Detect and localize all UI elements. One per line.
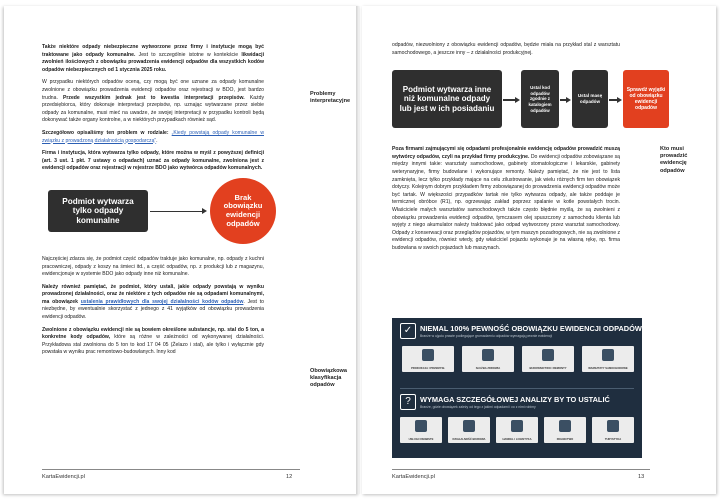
diagram-circle-brak-obowiazku (210, 178, 276, 244)
industry-icon (602, 349, 614, 361)
flow-arrow-head (515, 97, 520, 103)
paragraph (42, 327, 264, 357)
infographic-card-label: SŁUŻBA ZDROWIA (475, 367, 501, 370)
diagram-arrow (150, 211, 204, 212)
flow-arrow-head (566, 97, 571, 103)
right-page (362, 6, 716, 494)
side-label-problemy: Problemy interpretacyjne (310, 91, 351, 105)
paragraph (42, 130, 264, 145)
infographic-card (522, 346, 574, 372)
infographic-card-label: PRODUKCJA I PRZEMYSŁ (411, 367, 445, 370)
text-run: Jest to szczególnie istotne w kontekście (135, 51, 242, 58)
text-run: Każdy przedsiębiorca, który dokonuje interpretacji przepisów, np. uznając wytwarzane przez siebie odpady za komunalne, musi mieć na uwadze, że swojej interpretacji w przypadku kontroli będą dokonywać także organy kontrolne, a w niektórych przypadkach również sąd. (42, 94, 264, 124)
infographic-subtitle-1: Branże w ujęciu prawie podlegające gromadzeniu odpadów wymagają pewnie ewidencji (420, 334, 553, 338)
inline-link[interactable]: „Kiedy powstają odpady komunalne w związku z prowadzoną działalnością gospodarczą” (42, 129, 264, 144)
left-text-column (42, 44, 264, 362)
paragraph (42, 150, 264, 173)
flow-box-label: Podmiot wytwarza inne niż komunalne odpady lub jest w ich posiadaniu (399, 84, 495, 113)
infographic-card (592, 417, 634, 443)
infographic-card (448, 417, 490, 443)
paragraph (42, 284, 264, 322)
paragraph (42, 79, 264, 125)
paragraph (42, 256, 264, 279)
industry-icon (542, 349, 554, 361)
infographic-title-2: WYMAGA SZCZEGÓŁOWEJ ANALIZY BY TO USTALIĆ (420, 395, 610, 404)
text-run: Do ewidencji odpadów zobowiązane są między innymi takie: warsztaty samochodowe, gabinety stomatologiczne i lekarskie, gabinety weterynaryjne, firmy budowlane i wykonujące remonty. Należy pamiętać, że nie jest to lista zamknięta, lecz tylko przykłady mające na celu zilustrowanie, jak wielu różnych firm ten obowiązek dotyczy. Kolejnym dobrym przykładem firmy zobowiązanej do prowadzenia ewidencji odpadów może być tartak. W większości przypadków tartak nie tylko wytwarza odpady, ale także poddaje je termicznej obróbce (R1), np. ogrzewając zakład poprzez spalanie w kotle powstałych trocin. Właściciele małych warsztatów samochodowych także często błędnie myślą, że są zwolnieni z obowiązku prowadzenia ewidencji odpadów, tymczasem olej spuszczony z samochodu klienta lub wyjęty z niego akumulator należy traktować jako odpad wytworzony przez warsztat samochodowy. Odpady z konserwacji oraz przeglądów pojazdów, w tym maszyn pozadrogowych, nie są zwolnione z ewidencji odpadów, również wtedy, gdy właściciel pojazdu wykonuje je na własną rękę, np. firma budowlana w swoich pojazdach lub maszynach. (392, 153, 620, 251)
infographic-card-label: USŁUGI OSOBISTE (408, 438, 434, 441)
infographic-card (400, 417, 442, 443)
text-run: likwidacji zwolnień ilościowych z obowiązku prowadzenia ewidencji odpadów dla wszystkich kodów odpadów niebezpiecznych od 1 stycznia 2025 roku. (42, 51, 264, 73)
industry-icon (415, 420, 427, 432)
side-label-obowiazkowa: Obowiązkowa klasyfikacja odpadów (310, 368, 347, 389)
flow-diagram (392, 62, 666, 138)
infographic-title-1: NIEMAL 100% PEWNOŚĆ OBOWIĄZKU EWIDENCJI ODPADÓW (420, 324, 642, 333)
inline-link[interactable]: ustalenia prawidłowych dla swojej działalności kodów odpadów (80, 298, 244, 305)
industry-icon (463, 420, 475, 432)
infographic-card (496, 417, 538, 443)
diagram-box-label: Podmiot wytwarza tylko odpady komunalne (62, 196, 134, 225)
infographic-card (402, 346, 454, 372)
page-number: 12 (286, 474, 293, 480)
text-run: Szczegółowo opisaliśmy ten problem w rodziale: (42, 129, 172, 136)
infographic-card-label: ROLNICTWO (556, 438, 574, 441)
flow-box-kod (521, 70, 559, 128)
flow-box-wyjatki (623, 70, 669, 128)
text-run: . (156, 137, 158, 144)
text-run: Zwolnione z obowiązku ewidencji nie są bowiem określone substancje, np. stal do 5 ton, a konkretne kody odpadów, (42, 326, 264, 341)
industry-icon (559, 420, 571, 432)
left-page (4, 6, 359, 494)
text-run: Także niektóre odpady niebezpieczne wytworzone przez firmy i instytucje mogą być traktowane jako odpady komunalne. (42, 44, 264, 58)
intro-paragraph: odpadów, niezwolniony z obowiązku ewidencji odpadów, będzie miała na przykład stal z warsztatu samochodowego, a jeszcze inny – z działalności produkcyjnej. (392, 42, 620, 56)
text-run: . Jest to niezbędne, by ewentualnie skorzystać z jednego z 41 wyjątków od obowiązku prowadzenia ewidencji odpadów. (42, 298, 264, 321)
flow-box-masa (572, 70, 608, 128)
infographic-card-label: WARSZTATY SAMOCHODOWE (588, 367, 628, 370)
flow-arrow-head (617, 97, 622, 103)
flow-box-label: Ustal kod odpadów zgodnie z katalogiem odpadów (528, 85, 552, 113)
footer-rule (42, 469, 300, 470)
flow-box-podmiot (392, 70, 502, 128)
diagram-box-komunalne (48, 190, 148, 232)
flow-box-label: Ustal masę odpadów (577, 93, 603, 105)
footer-rule (392, 469, 650, 470)
right-text-column (392, 42, 666, 258)
infographic-card-label: DZIAŁALNOŚĆ BIUROWA (452, 438, 486, 441)
industry-icon (482, 349, 494, 361)
text-run: W przypadku niektórych odpadów oceną, czy mogą być one uznane za odpady komunalne zwolnione z obowiązku prowadzenia ewidencji odpadów oraz rejestracji w BDO, jest bardzo trudna. (42, 79, 264, 101)
paragraph (42, 44, 264, 74)
infographic (392, 318, 642, 458)
industry-icon (511, 420, 523, 432)
text-run: które są różne w zależności od wykonywanej działalności. Przykładowa stal zwolniona do 5 ton to kod 17 04 05 (Żelazo i stal), ale tylko i wyłącznie gdy powstała w wyniku prac remontowo-budowlanych. Inny kod (42, 334, 264, 356)
question-icon: ? (400, 394, 416, 410)
page-number: 13 (638, 474, 645, 480)
footer-site: KartaEwidencji.pl (392, 474, 435, 480)
industry-icon (422, 349, 434, 361)
infographic-divider (400, 388, 634, 389)
infographic-card-label: TURYSTYKA (604, 438, 622, 441)
footer-site: KartaEwidencji.pl (42, 474, 85, 480)
diagram-circle-label: Brak obowiązku ewidencji odpadów (223, 192, 263, 228)
infographic-card-label: BUDOWNICTWO I REMONTY (529, 367, 567, 370)
infographic-subtitle-2: Branże, gdzie obowiązek zależy od tego z jakimi odpadami i co z nimi robimy (420, 405, 536, 409)
infographic-card (462, 346, 514, 372)
main-paragraph (392, 146, 620, 252)
text-run: Należy również pamiętać, że podmiot, który ustali, jakie odpady powstają w wyniku prowadzonej działalności, oraz że niektóre z tych odpadów nie są odpadami komunalnymi, ma obowiązek (42, 283, 264, 305)
industry-icon (607, 420, 619, 432)
side-label-kto-musi: Kto musi prowadzić ewidencję odpadów (660, 146, 688, 174)
text-run: Przede wszystkim jednak jest to kwestia interpretacji przepisów. (63, 94, 245, 101)
komunalne-diagram (42, 178, 264, 250)
flow-box-label: Sprawdź wyjątki od obowiązku ewidencji odpadów (626, 86, 666, 112)
check-icon: ✓ (400, 323, 416, 339)
infographic-card (544, 417, 586, 443)
infographic-card-label: HANDEL I LOGISTYKA (502, 438, 532, 441)
text-run: Najczęściej zdarza się, że podmiot część odpadów traktuje jako komunalne, np. odpady z kuchni pracowniczej, odpady z koszy na śmieci itd., a część odpadów, np. z produkcji lub z magazynu, ewidencjonuje w systemie BDO jako odpady inne niż komunalne. (42, 255, 264, 278)
text-run: Firma i instytucja, która wytwarza tylko odpady, które można w myśl z powyższej definicji (art. 3 ust. 1 pkt. 7 ustawy o odpadach) uznać za odpady komunalne, zwolniona jest z ewidencji odpadów oraz rejestracji w rejestrze BDO jako wytwórca odpadów komunalnych. (42, 150, 264, 172)
text-run: Poza firmami zajmującymi się odpadami profesjonalnie ewidencję odpadów prowadzić muszą wytwórcy odpadów, czyli na przykład firmy produkcyjne. (392, 146, 620, 160)
diagram-arrow-head (202, 208, 207, 214)
infographic-card (582, 346, 634, 372)
